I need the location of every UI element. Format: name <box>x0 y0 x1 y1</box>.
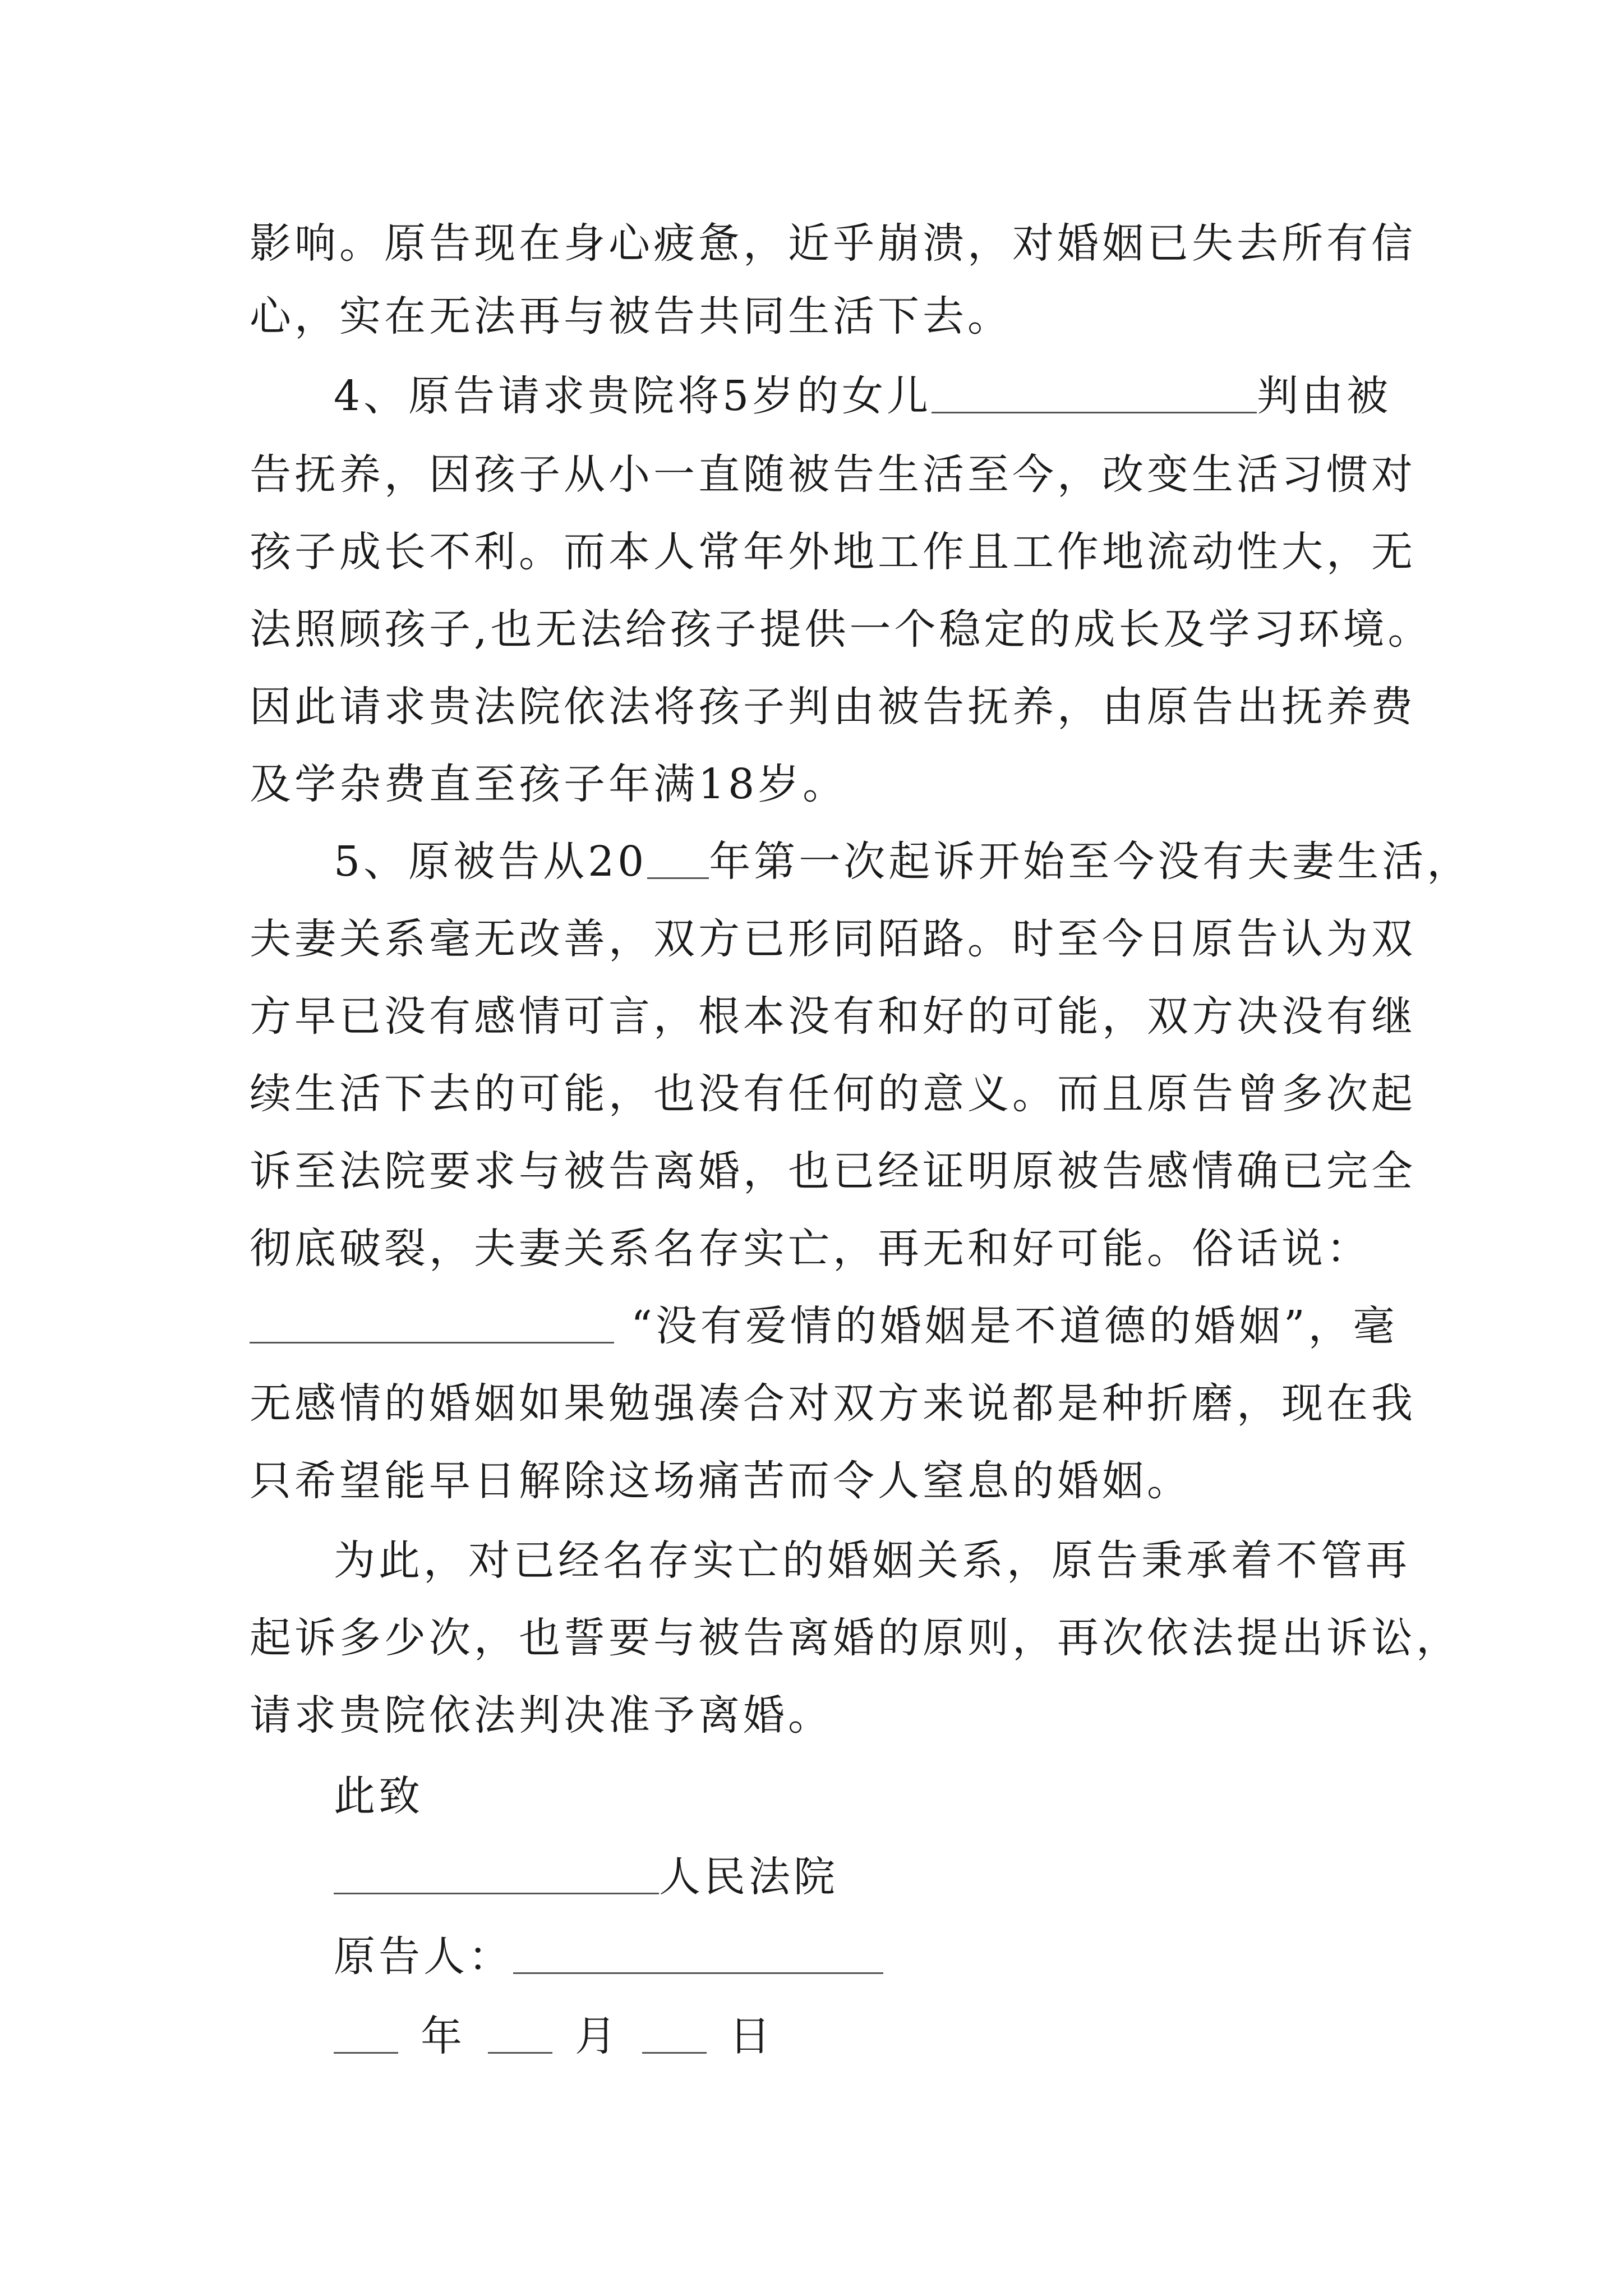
daughter-name-blank <box>932 405 1257 413</box>
quote-line <box>250 1287 1398 1365</box>
item-4-first-line <box>334 357 1472 435</box>
body-line: 只希望能早日解除这场痛苦而令人窒息的婚姻。 <box>250 1457 1192 1505</box>
date-month-blank <box>488 2045 552 2054</box>
body-line: 方早已没有感情可言，根本没有和好的可能，双方决没有继 <box>250 992 1416 1041</box>
body-line: 心，实在无法再与被告共同生活下去。 <box>250 292 1012 341</box>
body-line: 起诉多少次，也誓要与被告离婚的原则，再次依法提出诉讼， <box>250 1614 1461 1662</box>
date-day-label: 日 <box>729 2012 774 2060</box>
item-5-text: 5、原被告从20 <box>334 838 648 886</box>
body-line: 续生活下去的可能，也没有任何的意义。而且原告曾多次起 <box>250 1070 1416 1118</box>
body-line: 告抚养，因孩子从小一直随被告生活至今，改变生活习惯对 <box>250 450 1416 499</box>
body-line: 无感情的婚姻如果勉强凑合对双方来说都是种折磨，现在我 <box>250 1379 1416 1428</box>
plaintiff-line <box>334 1917 1472 1996</box>
date-month-label: 月 <box>575 2012 620 2060</box>
item-4-text-end: 判由被 <box>1257 372 1392 420</box>
item-5-first-line <box>334 822 1472 901</box>
court-suffix: 人民法院 <box>659 1853 838 1901</box>
body-line: 及学杂费直至孩子年满18岁。 <box>250 760 848 808</box>
body-line: 诉至法院要求与被告离婚，也已经证明原被告感情确已完全 <box>250 1147 1416 1195</box>
date-line <box>334 1997 1472 2076</box>
conclusion-first-line: 为此，对已经名存实亡的婚姻关系，原告秉承着不管再 <box>334 1536 1410 1585</box>
body-line: 请求贵院依法判决准予离婚。 <box>250 1691 833 1740</box>
body-line: 法照顾孩子,也无法给孩子提供一个稳定的成长及学习环境。 <box>250 605 1433 654</box>
item-5-text-end: 年第一次起诉开始至今没有夫妻生活， <box>709 838 1472 886</box>
body-line: 影响。原告现在身心疲惫，近乎崩溃，对婚姻已失去所有信 <box>250 219 1416 268</box>
date-year-blank <box>334 2045 398 2054</box>
body-line: 夫妻关系毫无改善，双方已形同陌路。时至今日原告认为双 <box>250 915 1416 963</box>
plaintiff-label: 原告人： <box>334 1932 513 1981</box>
court-name-blank <box>334 1886 659 1894</box>
year-blank <box>647 871 709 879</box>
court-line <box>334 1838 1472 1916</box>
date-day-blank <box>642 2045 707 2054</box>
salutation: 此致 <box>334 1772 423 1820</box>
body-line: 彻底破裂，夫妻关系名存实亡，再无和好可能。俗话说： <box>250 1225 1371 1273</box>
body-line: 因此请求贵法院依法将孩子判由被告抚养，由原告出抚养费 <box>250 683 1416 731</box>
body-line: 孩子成长不利。而本人常年外地工作且工作地流动性大，无 <box>250 528 1416 576</box>
date-year-label: 年 <box>421 2012 465 2060</box>
quote-blank <box>250 1335 614 1343</box>
item-4-text: 4、原告请求贵院将5岁的女儿 <box>334 372 932 420</box>
quote-text: “没有爱情的婚姻是不道德的婚姻”，毫 <box>631 1302 1398 1350</box>
plaintiff-name-blank <box>513 1966 883 1974</box>
